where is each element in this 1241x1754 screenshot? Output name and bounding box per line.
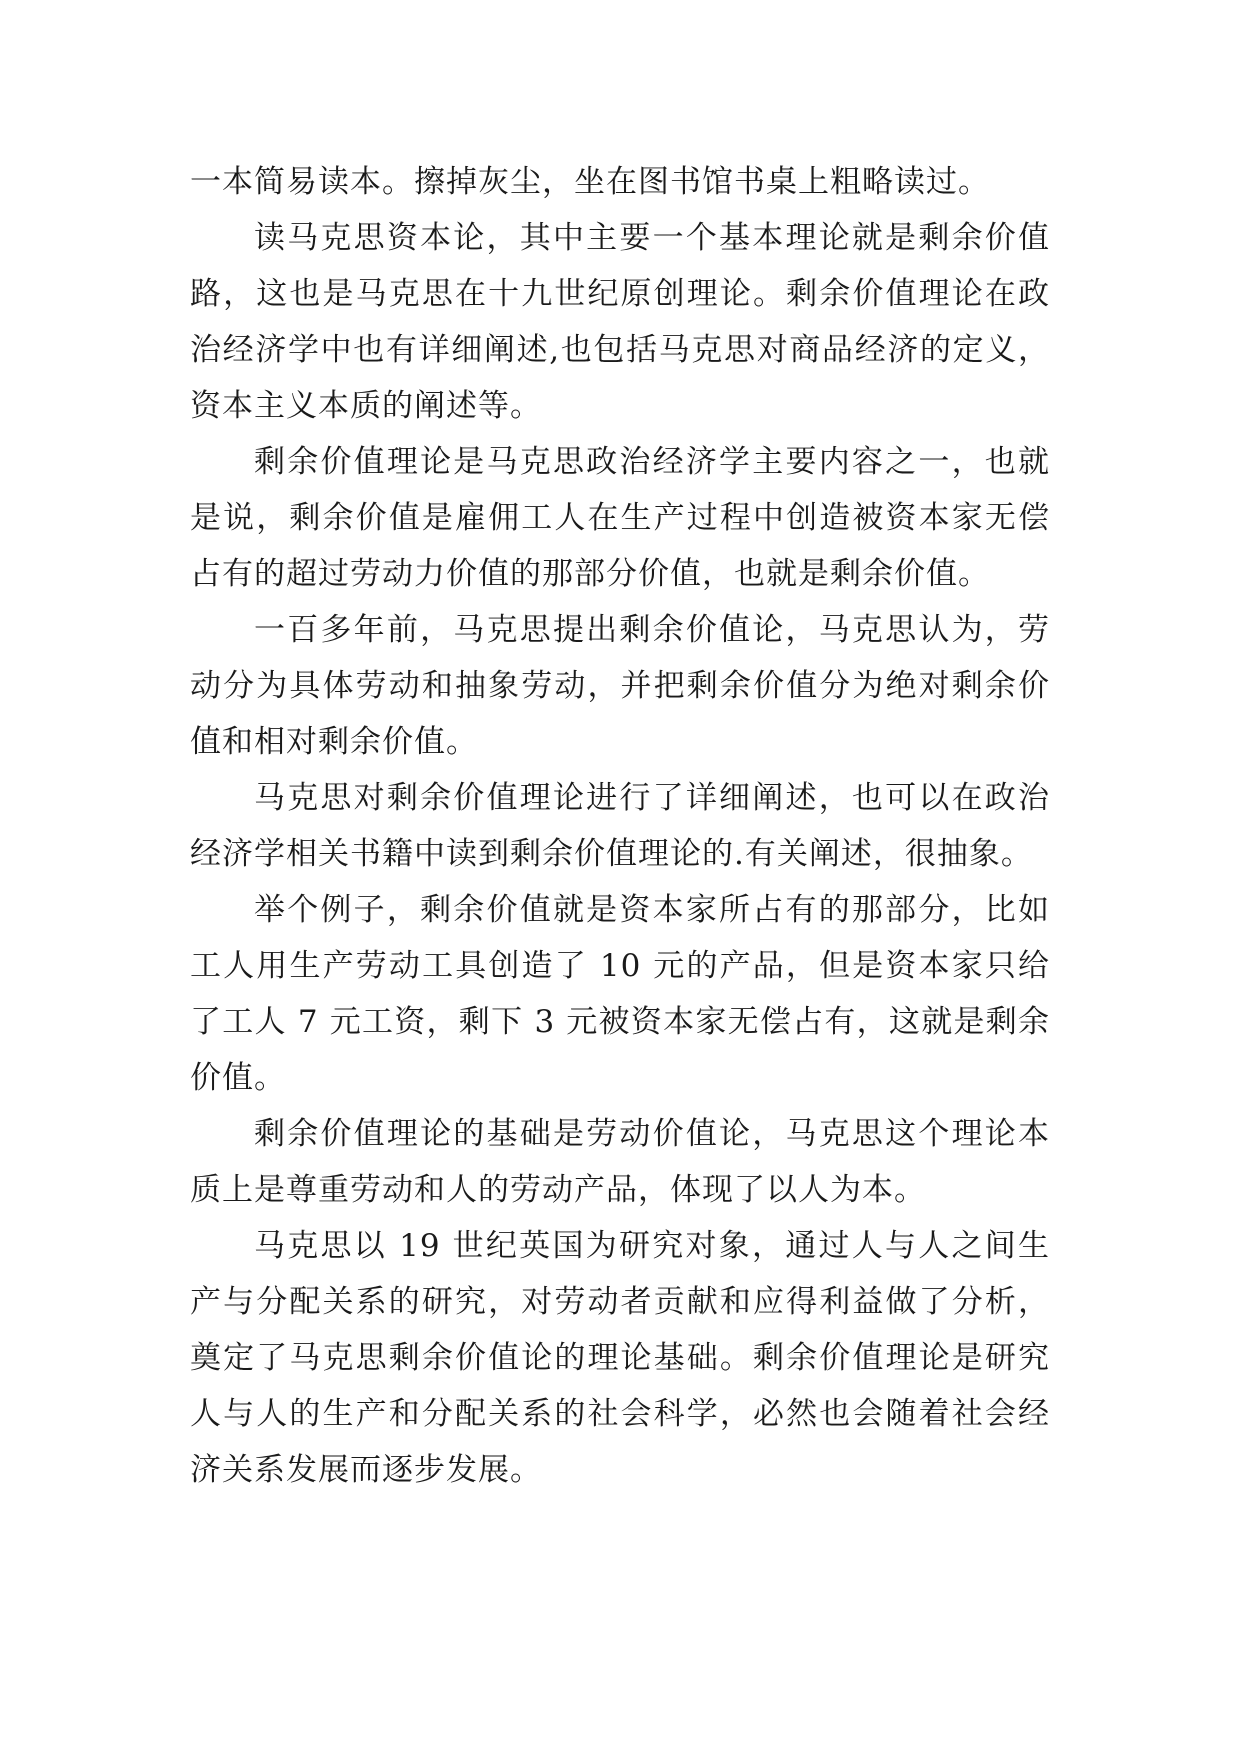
paragraph: 读马克思资本论，其中主要一个基本理论就是剩余价值路，这也是马克思在十九世纪原创理论。剩余价值理论在政治经济学中也有详细阐述,也包括马克思对商品经济的定义，资本主义本质的阐述等。 (190, 220, 1050, 424)
paragraph: 马克思对剩余价值理论进行了详细阐述，也可以在政治经济学相关书籍中读到剩余价值理论的.有关阐述，很抽象。 (190, 780, 1050, 872)
paragraph: 马克思以 19 世纪英国为研究对象，通过人与人之间生产与分配关系的研究，对劳动者贡献和应得利益做了分析，奠定了马克思剩余价值论的理论基础。剩余价值理论是研究人与人的生产和分配关系的社会科学，必然也会随着社会经济关系发展而逐步发展。 (190, 1228, 1050, 1488)
paragraph: 剩余价值理论是马克思政治经济学主要内容之一，也就是说，剩余价值是雇佣工人在生产过程中创造被资本家无偿占有的超过劳动力价值的那部分价值，也就是剩余价值。 (190, 444, 1050, 592)
paragraph-continuation: 一本简易读本。擦掉灰尘，坐在图书馆书桌上粗略读过。 (190, 164, 990, 200)
document-body (190, 154, 1050, 1498)
paragraph: 剩余价值理论的基础是劳动价值论，马克思这个理论本质上是尊重劳动和人的劳动产品，体现了以人为本。 (190, 1116, 1050, 1208)
paragraph: 举个例子，剩余价值就是资本家所占有的那部分，比如工人用生产劳动工具创造了 10 元的产品，但是资本家只给了工人 7 元工资，剩下 3 元被资本家无偿占有，这就是剩余价值。 (190, 892, 1050, 1096)
paragraph: 一百多年前，马克思提出剩余价值论，马克思认为，劳动分为具体劳动和抽象劳动，并把剩余价值分为绝对剩余价值和相对剩余价值。 (190, 612, 1050, 760)
